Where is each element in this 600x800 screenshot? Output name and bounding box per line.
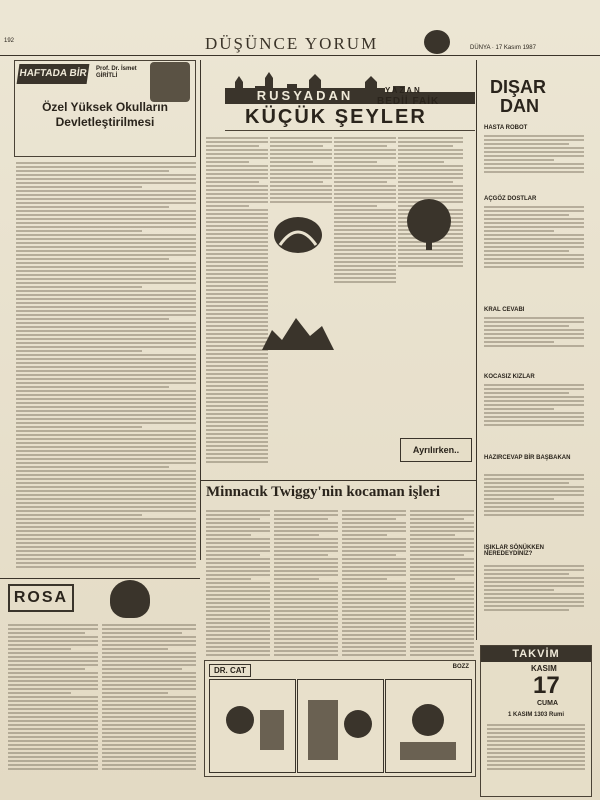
- column-left-body: [16, 160, 196, 570]
- twiggy-col-4: [410, 508, 474, 658]
- comic-title: DR. CAT: [209, 664, 251, 677]
- right-title-2: DAN: [500, 96, 539, 116]
- landscape-illustration: [262, 310, 334, 350]
- right-body-6: [484, 563, 584, 638]
- right-subhead-1: HASTA ROBOT: [484, 125, 528, 131]
- center-headline: KÜÇÜK ŞEYLER: [245, 106, 427, 128]
- page-number: 192: [4, 38, 15, 44]
- column-tag: HAFTADA BİR: [17, 64, 90, 84]
- right-body-2: [484, 204, 584, 304]
- rosa-col-1: [8, 622, 98, 772]
- calendar-box: [480, 645, 592, 797]
- column-author: Prof. Dr. İsmet GİRİTLİ: [96, 66, 137, 79]
- rosa-portrait: [110, 580, 150, 618]
- comic-panel-2: [297, 679, 384, 773]
- right-subhead-2: AÇGÖZ DOSTLAR: [484, 196, 537, 202]
- right-body-4: [484, 382, 584, 452]
- rosa-title: ROSA: [8, 584, 74, 612]
- author-portrait: [150, 62, 190, 102]
- tree-illustration: [398, 195, 460, 250]
- right-body-5: [484, 472, 584, 542]
- right-body-3: [484, 315, 584, 370]
- twiggy-headline: Minnacık Twiggy'nin kocaman işleri: [206, 484, 441, 500]
- center-col-4: [398, 135, 463, 375]
- byline-label: YAZAN: [385, 86, 422, 95]
- byline-name: BEDİİ FAİK: [377, 96, 440, 107]
- right-subhead-6: IŞIKLAR SÖNÜKKEN NEREDEYDİNİZ?: [484, 545, 545, 557]
- header-rule: [0, 55, 600, 56]
- calendar-times: [487, 722, 585, 792]
- twiggy-col-3: [342, 508, 406, 658]
- center-col-2: [270, 135, 332, 475]
- section-title: DÜŞÜNCE YORUM: [205, 34, 379, 53]
- right-subhead-3: KRAL CEVABI: [484, 307, 525, 313]
- kicker: RUSYADAN: [225, 88, 385, 104]
- center-header: [225, 68, 475, 131]
- center-col-1: [206, 135, 268, 475]
- rosa-col-2: [102, 622, 196, 772]
- calendar-weekday: CUMA: [537, 700, 558, 707]
- dateline: DÜNYA · 17 Kasım 1987: [470, 45, 536, 51]
- calendar-day: 17: [533, 672, 560, 699]
- column-divider-1: [200, 60, 201, 560]
- ayrilirken-box: Ayrılırken..: [400, 438, 472, 462]
- calendar-month: KASIM: [531, 664, 557, 673]
- center-col-3: [334, 135, 396, 475]
- right-subhead-5: HAZIRCEVAP BİR BAŞBAKAN: [484, 455, 571, 461]
- header-portrait-icon: [424, 30, 450, 54]
- comic-strip: [204, 660, 476, 777]
- twiggy-col-2: [274, 508, 338, 658]
- comic-author: BOZZ: [452, 664, 469, 670]
- comic-panel-1: [209, 679, 296, 773]
- column-headline: Özel Yüksek Okulların Devletleştirilmesi: [42, 100, 168, 129]
- right-body-1: [484, 133, 584, 193]
- calendar-footer: 1 KASIM 1303 Rumi: [507, 712, 565, 718]
- comic-panel-3: [385, 679, 472, 773]
- column-divider-2: [476, 60, 477, 640]
- rosa-top-rule: [0, 578, 200, 579]
- twiggy-col-1: [206, 508, 270, 658]
- right-subhead-4: KOCASIZ KIZLAR: [484, 374, 535, 380]
- twiggy-top-rule: [200, 480, 476, 481]
- calendar-title: TAKVİM: [481, 646, 591, 662]
- right-title-1: DIŞAR: [490, 77, 547, 97]
